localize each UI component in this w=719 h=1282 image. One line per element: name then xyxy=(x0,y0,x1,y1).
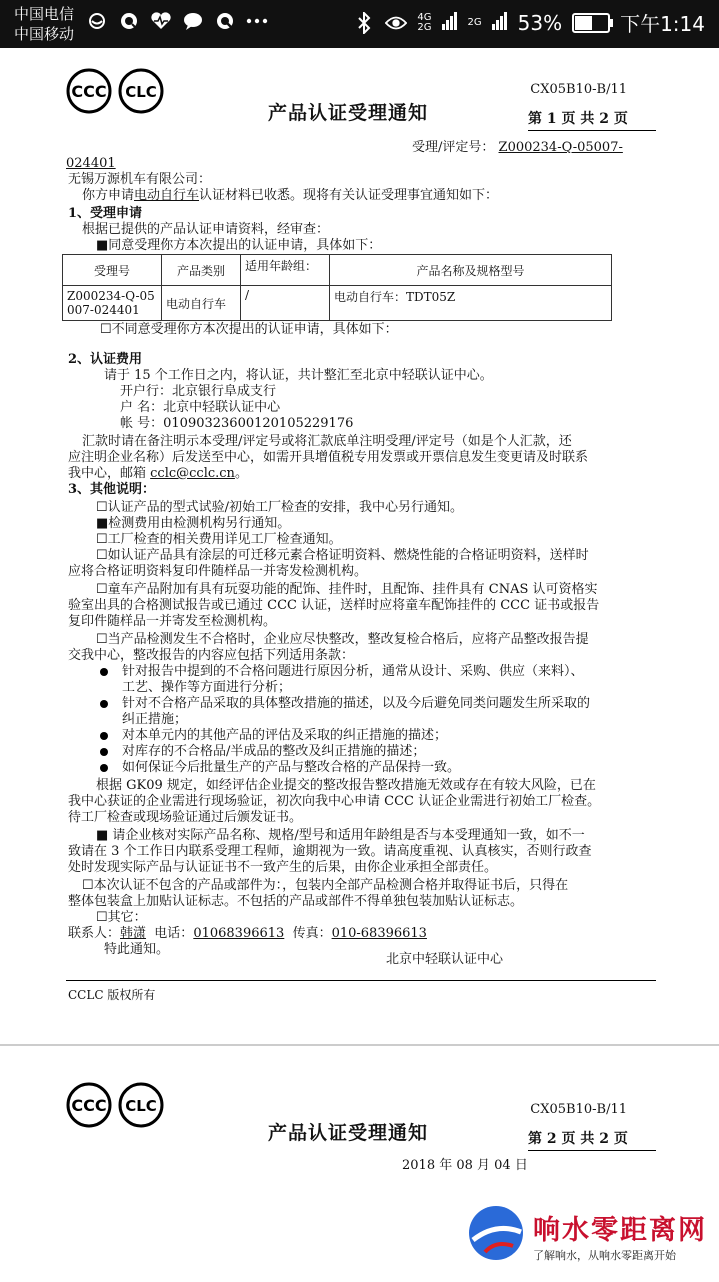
acceptance-table xyxy=(62,254,612,321)
clc-logo xyxy=(118,1082,164,1128)
phone-number: 01068396613 xyxy=(193,926,285,941)
section-3-more: 根据 GK09 规定，如经评估企业提交的整改报告整改措施无效或存在有较大风险，已在 xyxy=(96,778,596,793)
clock: 下午1:14 xyxy=(620,12,705,36)
health-heart-icon xyxy=(150,10,172,32)
section-3-more: ☐其它： xyxy=(96,910,147,925)
bullet-text: 针对报告中提到的不合格问题进行原因分析，通常从设计、采购、供应（来料）、 xyxy=(122,664,584,679)
bank-name: 开户行：北京银行阜成支行 xyxy=(120,384,277,399)
section-3-line: ☐认证产品的型式试验/初始工厂检查的安排，我中心另行通知。 xyxy=(96,500,464,515)
table-row xyxy=(63,286,612,321)
section-1-line1: 根据已提供的产品认证申请资料，经审查： xyxy=(82,222,330,237)
page-title: 产品认证受理通知 xyxy=(268,102,429,124)
ccc-logo-text: CCC xyxy=(71,82,107,101)
bullet-icon xyxy=(100,748,108,756)
doc-code: CX05B10-B/11 xyxy=(530,1102,627,1117)
table-header-cell: 产品类别 xyxy=(162,255,241,286)
section-1-agree: ■同意受理你方本次提出的认证申请，具体如下： xyxy=(96,238,382,253)
section-3-line: ☐工厂检查的相关费用详见工厂检查通知。 xyxy=(96,532,342,547)
bullet-item-cont: 纠正措施； xyxy=(122,712,188,727)
page-title: 产品认证受理通知 xyxy=(268,1122,429,1144)
footer-copyright: CCLC 版权所有 xyxy=(68,988,156,1002)
section-3-more: ☐本次认证不包含的产品或部件为：，包装内全部产品检测合格并取得证书后，只得在 xyxy=(82,878,569,893)
chat-bubble-icon xyxy=(182,10,204,32)
account-name: 户 名：北京中轻联认证中心 xyxy=(120,400,281,415)
signal-1b-label: 2G xyxy=(417,21,432,33)
intro-pre: 你方申请 xyxy=(82,188,135,203)
table-header-row xyxy=(63,255,612,286)
section-3-line: 交我中心，整改报告的内容应包括下列适用条款： xyxy=(68,648,355,663)
table-header-cell: 受理号 xyxy=(63,255,162,286)
document-page-2 xyxy=(0,1044,719,1282)
ref-label: 受理/评定号： xyxy=(412,140,495,155)
status-right xyxy=(353,8,705,37)
section-3-more: 处时发现实际产品与认证证书不一致产生的后果，由你企业承担全部责任。 xyxy=(68,860,498,875)
section-3-line: ☐童车产品附加有具有玩耍功能的配饰、挂件时，且配饰、挂件具有 CNAS 认可资格实 xyxy=(96,582,598,597)
section-3-title: 3、其他说明： xyxy=(68,482,156,497)
bullet-icon xyxy=(100,732,108,740)
document-page-1 xyxy=(0,48,719,1040)
section-3-line: ☐当产品检测发生不合格时，企业应尽快整改，整改复检合格后，应将产品整改报告提 xyxy=(96,632,589,647)
bullet-item xyxy=(100,696,590,712)
table-cell: Z000234-Q-05007-024401 xyxy=(63,286,162,321)
bullet-item xyxy=(100,760,460,776)
signal-1-label: 4G xyxy=(417,11,432,23)
note3-post: 。 xyxy=(234,466,248,481)
note3-pre: 我中心，邮箱 xyxy=(68,466,151,481)
section-3-more: ■ 请企业核对实际产品名称、规格/型号和适用年龄组是否与本受理通知一致，如不一 xyxy=(96,828,585,843)
signal-1 xyxy=(417,13,431,33)
section-2-note1: 汇款时请在备注明示本受理/评定号或将汇款底单注明受理/评定号（如是个人汇款，还 xyxy=(82,434,572,449)
contact-email[interactable]: cclc@cclc.cn xyxy=(150,466,235,481)
signal-bars-icon xyxy=(442,11,458,35)
intro-product: 电动自行车 xyxy=(134,188,200,203)
ref-number-b: 024401 xyxy=(66,156,116,171)
section-3-line: ☐如认证产品具有涂层的可迁移元素合格证明资料、燃烧性能的合格证明资料，送样时 xyxy=(96,548,589,563)
section-3-more: 整体包装盒上加贴认证标志。不包括的产品或部件不得单独包装加贴认证标志。 xyxy=(68,894,524,909)
bullet-text: 针对不合格产品采取的具体整改措施的描述，以及今后避免同类问题发生所采取的 xyxy=(122,696,591,711)
bullet-item xyxy=(100,744,425,760)
fax-label: 传真： xyxy=(292,926,332,941)
page-number: 第 1 页 共 2 页 xyxy=(528,108,656,131)
contact-line xyxy=(68,926,427,942)
clc-logo xyxy=(118,68,164,114)
section-3-more: 致请在 3 个工作日内联系受理工程师，逾期视为一致。请高度重视、认真核实，否则行政查 xyxy=(68,844,592,859)
section-3-line: 应将合格证明资料复印件随样品一并寄发检测机构。 xyxy=(68,564,368,579)
issue-date: 2018 年 08 月 04 日 xyxy=(402,1158,528,1173)
company-name: 无锡万源机车有限公司： xyxy=(68,172,212,187)
ccc-logo xyxy=(66,68,112,114)
footer-divider xyxy=(66,980,656,981)
signature: 北京中轻联认证中心 xyxy=(386,952,504,967)
section-2-note3 xyxy=(68,466,248,482)
eye-icon xyxy=(385,12,407,34)
watermark-logo-icon xyxy=(465,1202,527,1268)
section-3-line: ■检测费用由检测机构另行通知。 xyxy=(96,516,291,531)
section-3-line: 复印件随样品一并寄发至检测机构。 xyxy=(68,614,277,629)
bullet-text: 对库存的不合格品/半成品的整改及纠正措施的描述； xyxy=(122,744,426,759)
section-3-more: 待工厂检查或现场验证通过后颁发证书。 xyxy=(68,810,303,825)
table-header-cell: 适用年龄组： xyxy=(241,255,330,286)
watermark-title: 响水零距离网 xyxy=(533,1214,707,1246)
notification-icons xyxy=(86,10,268,32)
qq-browser-icon xyxy=(118,10,140,32)
contact-name: 韩潇 xyxy=(120,926,147,941)
account-number: 帐 号：01090323600120105229176 xyxy=(120,416,354,431)
section-3-line: 验室出具的合格测试报告或已通过 CCC 认证，送样时应将童车配饰挂件的 CCC 证书或报告 xyxy=(68,598,600,613)
section-1-title: 1、受理申请 xyxy=(68,206,143,221)
status-bar xyxy=(0,0,719,48)
closing-line: 特此通知。 xyxy=(104,942,170,957)
carrier-labels xyxy=(14,4,74,44)
bluetooth-icon xyxy=(353,12,375,34)
phone-label: 电话： xyxy=(154,926,194,941)
signal-2-label: 2G xyxy=(467,16,482,28)
table-cell: 电动自行车 xyxy=(162,286,241,321)
ccc-logo-text: CCC xyxy=(71,1096,107,1115)
qq-icon xyxy=(214,10,236,32)
more-dots-icon xyxy=(246,10,268,32)
section-1-disagree: ☐不同意受理你方本次提出的认证申请，具体如下： xyxy=(100,322,398,337)
ref-line xyxy=(412,140,623,156)
bullet-item-cont: 工艺、操作等方面进行分析； xyxy=(122,680,292,695)
intro-line xyxy=(82,188,498,204)
bullet-text: 如何保证今后批量生产的产品与整改合格的产品保持一致。 xyxy=(122,760,461,775)
clc-logo-text: CLC xyxy=(125,1097,157,1115)
bullet-icon xyxy=(100,764,108,772)
table-header-cell: 产品名称及规格型号 xyxy=(330,255,612,286)
fax-number: 010-68396613 xyxy=(331,926,427,941)
bullet-item xyxy=(100,664,584,680)
battery-percent: 53% xyxy=(517,10,563,35)
contact-label: 联系人： xyxy=(68,926,121,941)
battery-icon xyxy=(572,13,610,33)
section-2-line1: 请于 15 个工作日之内，将认证，共计整汇至北京中轻联认证中心。 xyxy=(104,368,493,383)
signal-bars-2-icon xyxy=(492,11,508,35)
table-cell: 电动自行车：TDT05Z xyxy=(330,286,612,321)
clc-logo-text: CLC xyxy=(125,83,157,101)
bullet-icon xyxy=(100,668,108,676)
watermark xyxy=(465,1202,707,1268)
bullet-item xyxy=(100,728,447,744)
doc-code: CX05B10-B/11 xyxy=(530,82,627,97)
table-cell: / xyxy=(241,286,330,321)
bullet-icon xyxy=(100,700,108,708)
ccc-logo xyxy=(66,1082,112,1128)
ref-number-a: Z000234-Q-05007- xyxy=(498,140,623,155)
section-3-more: 我中心获证的企业需进行现场验证，初次向我中心申请 CCC 认证企业需进行初始工厂检查。 xyxy=(68,794,601,809)
signal-2 xyxy=(468,18,482,28)
link-icon xyxy=(86,10,108,32)
carrier-2: 中国移动 xyxy=(14,25,75,43)
section-2-title: 2、认证费用 xyxy=(68,352,143,367)
carrier-1: 中国电信 xyxy=(14,5,75,23)
watermark-subtitle: 了解响水，从响水零距离开始 xyxy=(533,1248,676,1262)
bullet-text: 对本单元内的其他产品的评估及采取的纠正措施的描述； xyxy=(122,728,448,743)
section-2-note2: 应注明企业名称）后发送至中心，如需开具增值税专用发票或开票信息发生变更请及时联系 xyxy=(68,450,589,465)
intro-post: 认证材料已收悉。现将有关认证受理事宜通知如下： xyxy=(199,188,499,203)
page-number: 第 2 页 共 2 页 xyxy=(528,1128,656,1151)
